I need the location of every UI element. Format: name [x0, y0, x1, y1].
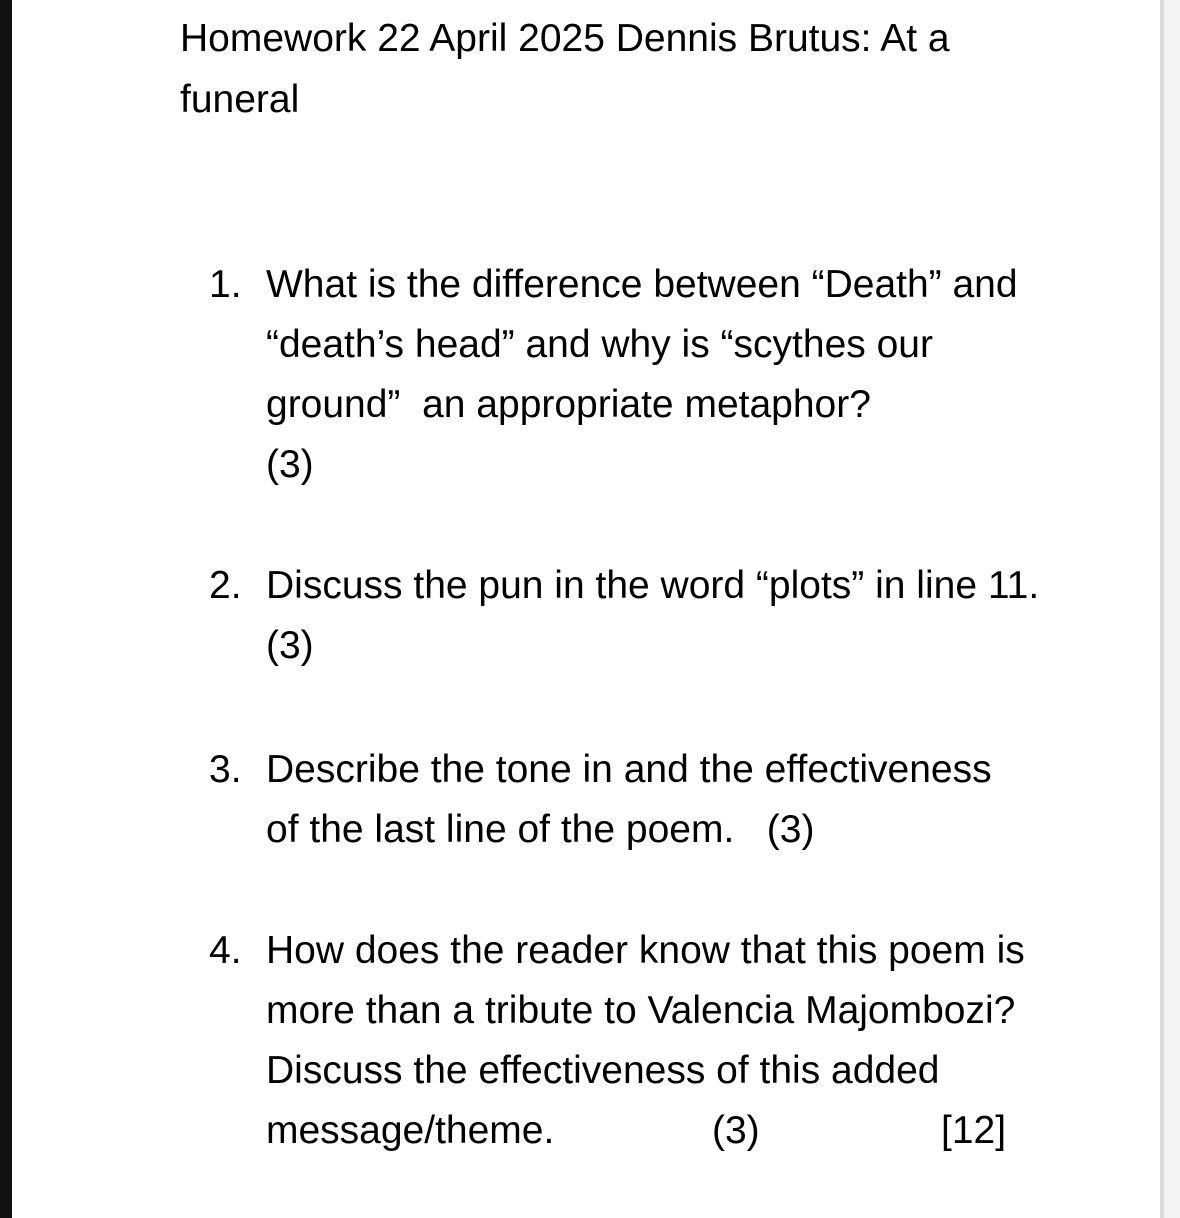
question-text	[266, 921, 1109, 1161]
question-mark: (3)	[266, 443, 314, 486]
title-line: funeral	[180, 78, 300, 121]
question-number: 2.	[209, 564, 242, 607]
question-line: How does the reader know that this poem is	[266, 929, 1025, 972]
left-border	[0, 0, 12, 1218]
question-text	[266, 740, 1109, 860]
question-line: ground” an appropriate metaphor?	[266, 383, 871, 426]
question-mark: (3)	[266, 624, 314, 667]
right-scroll-edge	[1160, 0, 1164, 1218]
question-line: of the last line of the poem. (3)	[266, 808, 815, 851]
question-line: What is the difference between “Death” and	[266, 263, 1018, 306]
question-line: “death’s head” and why is “scythes our	[266, 323, 933, 366]
question-mark: (3)	[712, 1109, 760, 1152]
question-line: Discuss the effectiveness of this added	[266, 1049, 940, 1092]
question-line: Describe the tone in and the effectiveness	[266, 748, 992, 791]
question-final-line	[266, 1101, 1109, 1161]
question-number: 3.	[209, 748, 242, 791]
question-line: message/theme.	[266, 1109, 555, 1152]
question-number: 1.	[209, 263, 242, 306]
page-title	[180, 8, 1080, 130]
question-line: Discuss the pun in the word “plots” in line 11.	[266, 564, 1040, 607]
question-number: 4.	[209, 929, 242, 972]
question-text	[266, 556, 1109, 676]
question-line: more than a tribute to Valencia Majombozi?	[266, 989, 1016, 1032]
title-line: Homework 22 April 2025 Dennis Brutus: At a	[180, 17, 950, 60]
total-mark: [12]	[941, 1109, 1007, 1152]
question-text	[266, 255, 1109, 495]
